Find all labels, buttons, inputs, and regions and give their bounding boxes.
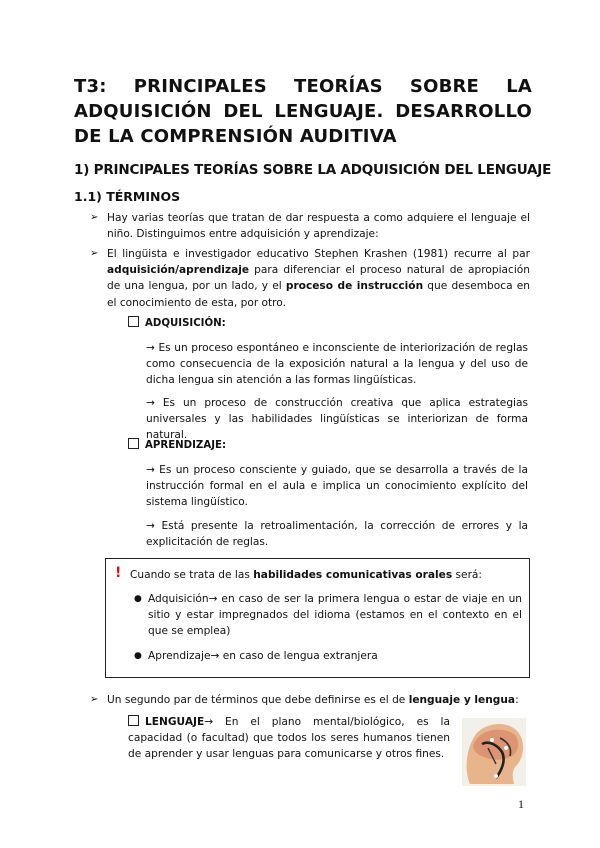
checkbox-square-icon bbox=[128, 715, 139, 726]
warning-exclamation-icon: ! bbox=[115, 565, 122, 581]
page-number: 1 bbox=[518, 797, 524, 811]
text-run: Un segundo par de términos que debe definirse es el de bbox=[107, 694, 409, 706]
bullet-text bbox=[107, 692, 530, 708]
text-run: que desemboca en el conocimiento de esta, por otro. bbox=[107, 280, 530, 309]
list-item bbox=[134, 591, 522, 640]
list-item-text: Aprendizaje→ en caso de lengua extranjera bbox=[148, 650, 378, 662]
bullet-text bbox=[107, 246, 530, 311]
note-heading bbox=[130, 567, 482, 583]
bullet-item bbox=[90, 692, 530, 708]
checkbox-square-icon bbox=[128, 438, 139, 449]
definition-text: → Es un proceso consciente y guiado, que se desarrolla a través de la instrucción formal en el aula e implica un conocimiento explícito del sistema lingüístico. bbox=[146, 464, 528, 509]
term-label: ADQUISICIÓN: bbox=[145, 318, 226, 329]
term-lenguaje bbox=[128, 714, 450, 763]
section-heading: 1) PRINCIPALES TEORÍAS SOBRE LA ADQUISICIÓN DEL LENGUAJE bbox=[74, 162, 552, 178]
text-run: : bbox=[515, 694, 519, 706]
bold-term: proceso de instrucción bbox=[285, 280, 424, 293]
term-aprendizaje bbox=[128, 437, 226, 454]
definition-text: → En el plano mental/biológico, es la capacidad (o facultad) que todos los seres humanos tienen de aprender y usar lenguas para comunicarse y otros fines. bbox=[128, 716, 450, 761]
term-adquisicion bbox=[128, 315, 226, 332]
term-label: APRENDIZAJE: bbox=[145, 440, 227, 451]
note-box bbox=[105, 558, 530, 678]
bullet-text: Hay varias teorías que tratan de dar respuesta a como adquiere el lenguaje el niño. Distinguimos entre adquisición y aprendizaje: bbox=[107, 212, 530, 241]
subsection-heading: 1.1) TÉRMINOS bbox=[74, 189, 181, 204]
text-run: Cuando se trata de las bbox=[130, 569, 254, 581]
brain-head-illustration bbox=[462, 718, 526, 786]
bullet-dot-icon: ● bbox=[134, 594, 142, 604]
document-title: T3: PRINCIPALES TEORÍAS SOBRE LA ADQUISICIÓN DEL LENGUAJE. DESARROLLO DE LA COMPRENSIÓN AUDITIVA bbox=[74, 76, 532, 147]
definition-text: → Es un proceso de construcción creativa que aplica estrategias universales y las habilidades lingüísticas se interiorizan de forma natural. bbox=[146, 397, 528, 442]
list-item-text: Adquisición→ en caso de ser la primera lengua o estar de viaje en un sitio y estar impregnados del idioma (estamos en el contexto en el que se emplea) bbox=[148, 593, 522, 638]
text-run: será: bbox=[452, 569, 482, 581]
bold-term: habilidades comunicativas orales bbox=[253, 569, 453, 581]
arrowhead-bullet-icon: ➢ bbox=[90, 694, 99, 705]
text-run: El lingüista e investigador educativo Stephen Krashen (1981) recurre al par bbox=[107, 248, 530, 260]
term-label: LENGUAJE bbox=[145, 716, 205, 728]
definition-text: → Es un proceso espontáneo e inconsciente de interiorización de reglas como consecuencia de la exposición natural a la lengua y del uso de dicha lengua sin atención a las formas lingüísticas. bbox=[146, 342, 528, 387]
bullet-item bbox=[90, 246, 530, 311]
bullet-dot-icon: ● bbox=[134, 651, 142, 661]
bold-term: lenguaje y lengua bbox=[408, 694, 516, 706]
bold-term: adquisición/aprendizaje bbox=[107, 264, 250, 277]
checkbox-square-icon bbox=[128, 316, 139, 327]
arrowhead-bullet-icon: ➢ bbox=[90, 248, 99, 259]
text-run: para diferenciar el proceso natural de apropiación de una lengua, por un lado, y el bbox=[107, 264, 530, 293]
arrowhead-bullet-icon: ➢ bbox=[90, 212, 99, 223]
list-item bbox=[134, 648, 522, 664]
definition-text: → Está presente la retroalimentación, la corrección de errores y la explicitación de reglas. bbox=[146, 520, 528, 549]
bullet-item bbox=[90, 210, 530, 242]
